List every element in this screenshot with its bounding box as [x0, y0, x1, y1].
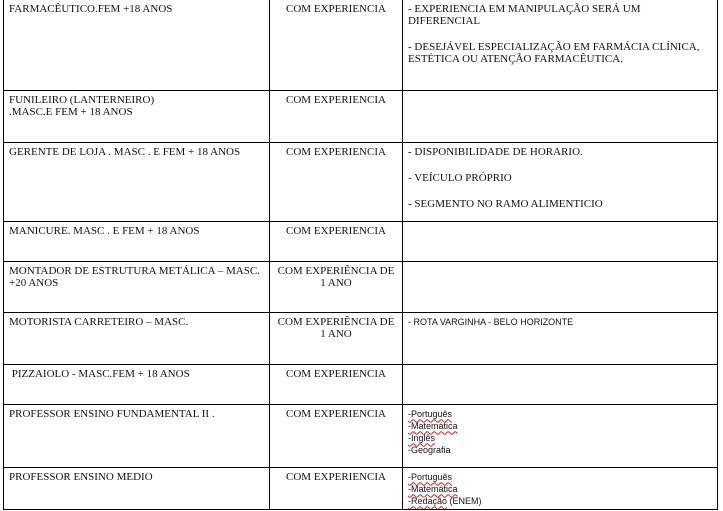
- job-notes-cell: [403, 142, 718, 221]
- job-requirement-text: COM EXPERIENCIA: [286, 407, 386, 420]
- job-requirement-text: 1 ANO: [320, 276, 352, 289]
- job-notes-cell: [403, 312, 718, 364]
- job-requirement-text: COM EXPERIENCIA: [286, 224, 386, 237]
- job-role-text: +20 ANOS: [9, 276, 59, 289]
- job-requirement-cell: [270, 261, 403, 312]
- job-role-text: .MASC.E FEM + 18 ANOS: [9, 105, 133, 118]
- job-notes-cell: [403, 90, 718, 142]
- job-note-text: ESTÉTICA OU ATENÇÃO FARMACÊUTICA.: [408, 53, 623, 65]
- job-requirement-cell: [270, 142, 403, 221]
- job-role-cell: [4, 90, 270, 142]
- job-notes-cell: [403, 0, 718, 90]
- job-role-text: GERENTE DE LOJA . MASC . E FEM + 18 ANOS: [9, 145, 241, 158]
- table-row: [4, 90, 718, 142]
- job-requirement-text: COM EXPERIENCIA: [286, 367, 386, 380]
- subject-item: -Matemática: [408, 420, 458, 431]
- table-row: [4, 221, 718, 261]
- job-role-cell: [4, 364, 270, 404]
- job-requirement-cell: [270, 312, 403, 364]
- job-role-text: MOTORISTA CARRETEIRO – MASC.: [9, 315, 189, 328]
- job-role-cell: [4, 467, 270, 509]
- subject-item: -Matemática: [408, 483, 458, 494]
- subject-item-suffix: (ENEM): [447, 495, 482, 506]
- job-listings-table: [3, 0, 718, 510]
- job-requirement-text: COM EXPERIENCIA: [286, 145, 386, 158]
- job-requirement-text: COM EXPERIENCIA: [286, 3, 386, 15]
- job-note-text: - DESEJÁVEL ESPECIALIZAÇÃO EM FARMÁCIA CLÍNICA,: [408, 41, 700, 53]
- job-note-text: - ROTA VARGINHA - BELO HORIZONTE: [408, 316, 574, 327]
- job-notes-cell: [403, 404, 718, 467]
- job-note-text: - EXPERIENCIA EM MANIPULAÇÃO SERÁ UM: [408, 3, 641, 15]
- table-row: [4, 142, 718, 221]
- job-requirement-cell: [270, 364, 403, 404]
- subject-item: -Inglês: [408, 432, 436, 443]
- job-requirement-text: COM EXPERIENCIA: [286, 470, 386, 483]
- table-row: [4, 404, 718, 467]
- subject-item: -Português: [408, 471, 453, 482]
- job-requirement-text: 1 ANO: [320, 327, 352, 340]
- job-role-text: MANICURE. MASC . E FEM + 18 ANOS: [9, 224, 200, 237]
- table-row: [4, 261, 718, 312]
- job-role-text: PROFESSOR ENSINO FUNDAMENTAL II .: [9, 407, 215, 420]
- job-requirement-cell: [270, 404, 403, 467]
- subject-item: [408, 495, 713, 507]
- job-requirement-cell: [270, 0, 403, 90]
- table-row: [4, 0, 718, 90]
- job-role-text: FARMACÊUTICO.FEM +18 ANOS: [9, 3, 173, 15]
- table-row: [4, 467, 718, 509]
- job-role-text: PIZZAIOLO - MASC.FEM + 18 ANOS: [9, 367, 190, 380]
- job-notes-cell: [403, 261, 718, 312]
- job-role-text: FUNILEIRO (LANTERNEIRO): [9, 93, 155, 106]
- job-notes-cell: [403, 221, 718, 261]
- job-role-cell: [4, 261, 270, 312]
- job-requirement-cell: [270, 221, 403, 261]
- job-note-text: - VEÍCULO PRÓPRIO: [408, 171, 512, 184]
- job-requirement-text: COM EXPERIENCIA: [286, 93, 386, 106]
- job-role-text: MONTADOR DE ESTRUTURA METÁLICA – MASC.: [9, 264, 260, 277]
- job-role-cell: [4, 312, 270, 364]
- job-role-text: PROFESSOR ENSINO MEDIO: [9, 470, 153, 483]
- job-notes-cell: [403, 364, 718, 404]
- job-role-cell: [4, 0, 270, 90]
- job-role-cell: [4, 142, 270, 221]
- job-note-text: - SEGMENTO NO RAMO ALIMENTICIO: [408, 197, 603, 210]
- job-note-text: DIFERENCIAL: [408, 15, 481, 27]
- table-row: [4, 312, 718, 364]
- job-role-cell: [4, 221, 270, 261]
- job-note-text: - DISPONIBILIDADE DE HORARIO.: [408, 145, 583, 158]
- job-notes-cell: [403, 467, 718, 509]
- job-requirement-text: COM EXPERIÊNCIA DE: [277, 264, 395, 277]
- job-requirement-cell: [270, 467, 403, 509]
- job-requirement-cell: [270, 90, 403, 142]
- job-requirement-text: COM EXPERIÊNCIA DE: [277, 315, 395, 328]
- subject-item: -Português: [408, 408, 453, 419]
- subject-item-text: -Redação: [408, 495, 448, 506]
- job-role-cell: [4, 404, 270, 467]
- table-row: [4, 364, 718, 404]
- subject-item: -Geografia: [408, 444, 451, 455]
